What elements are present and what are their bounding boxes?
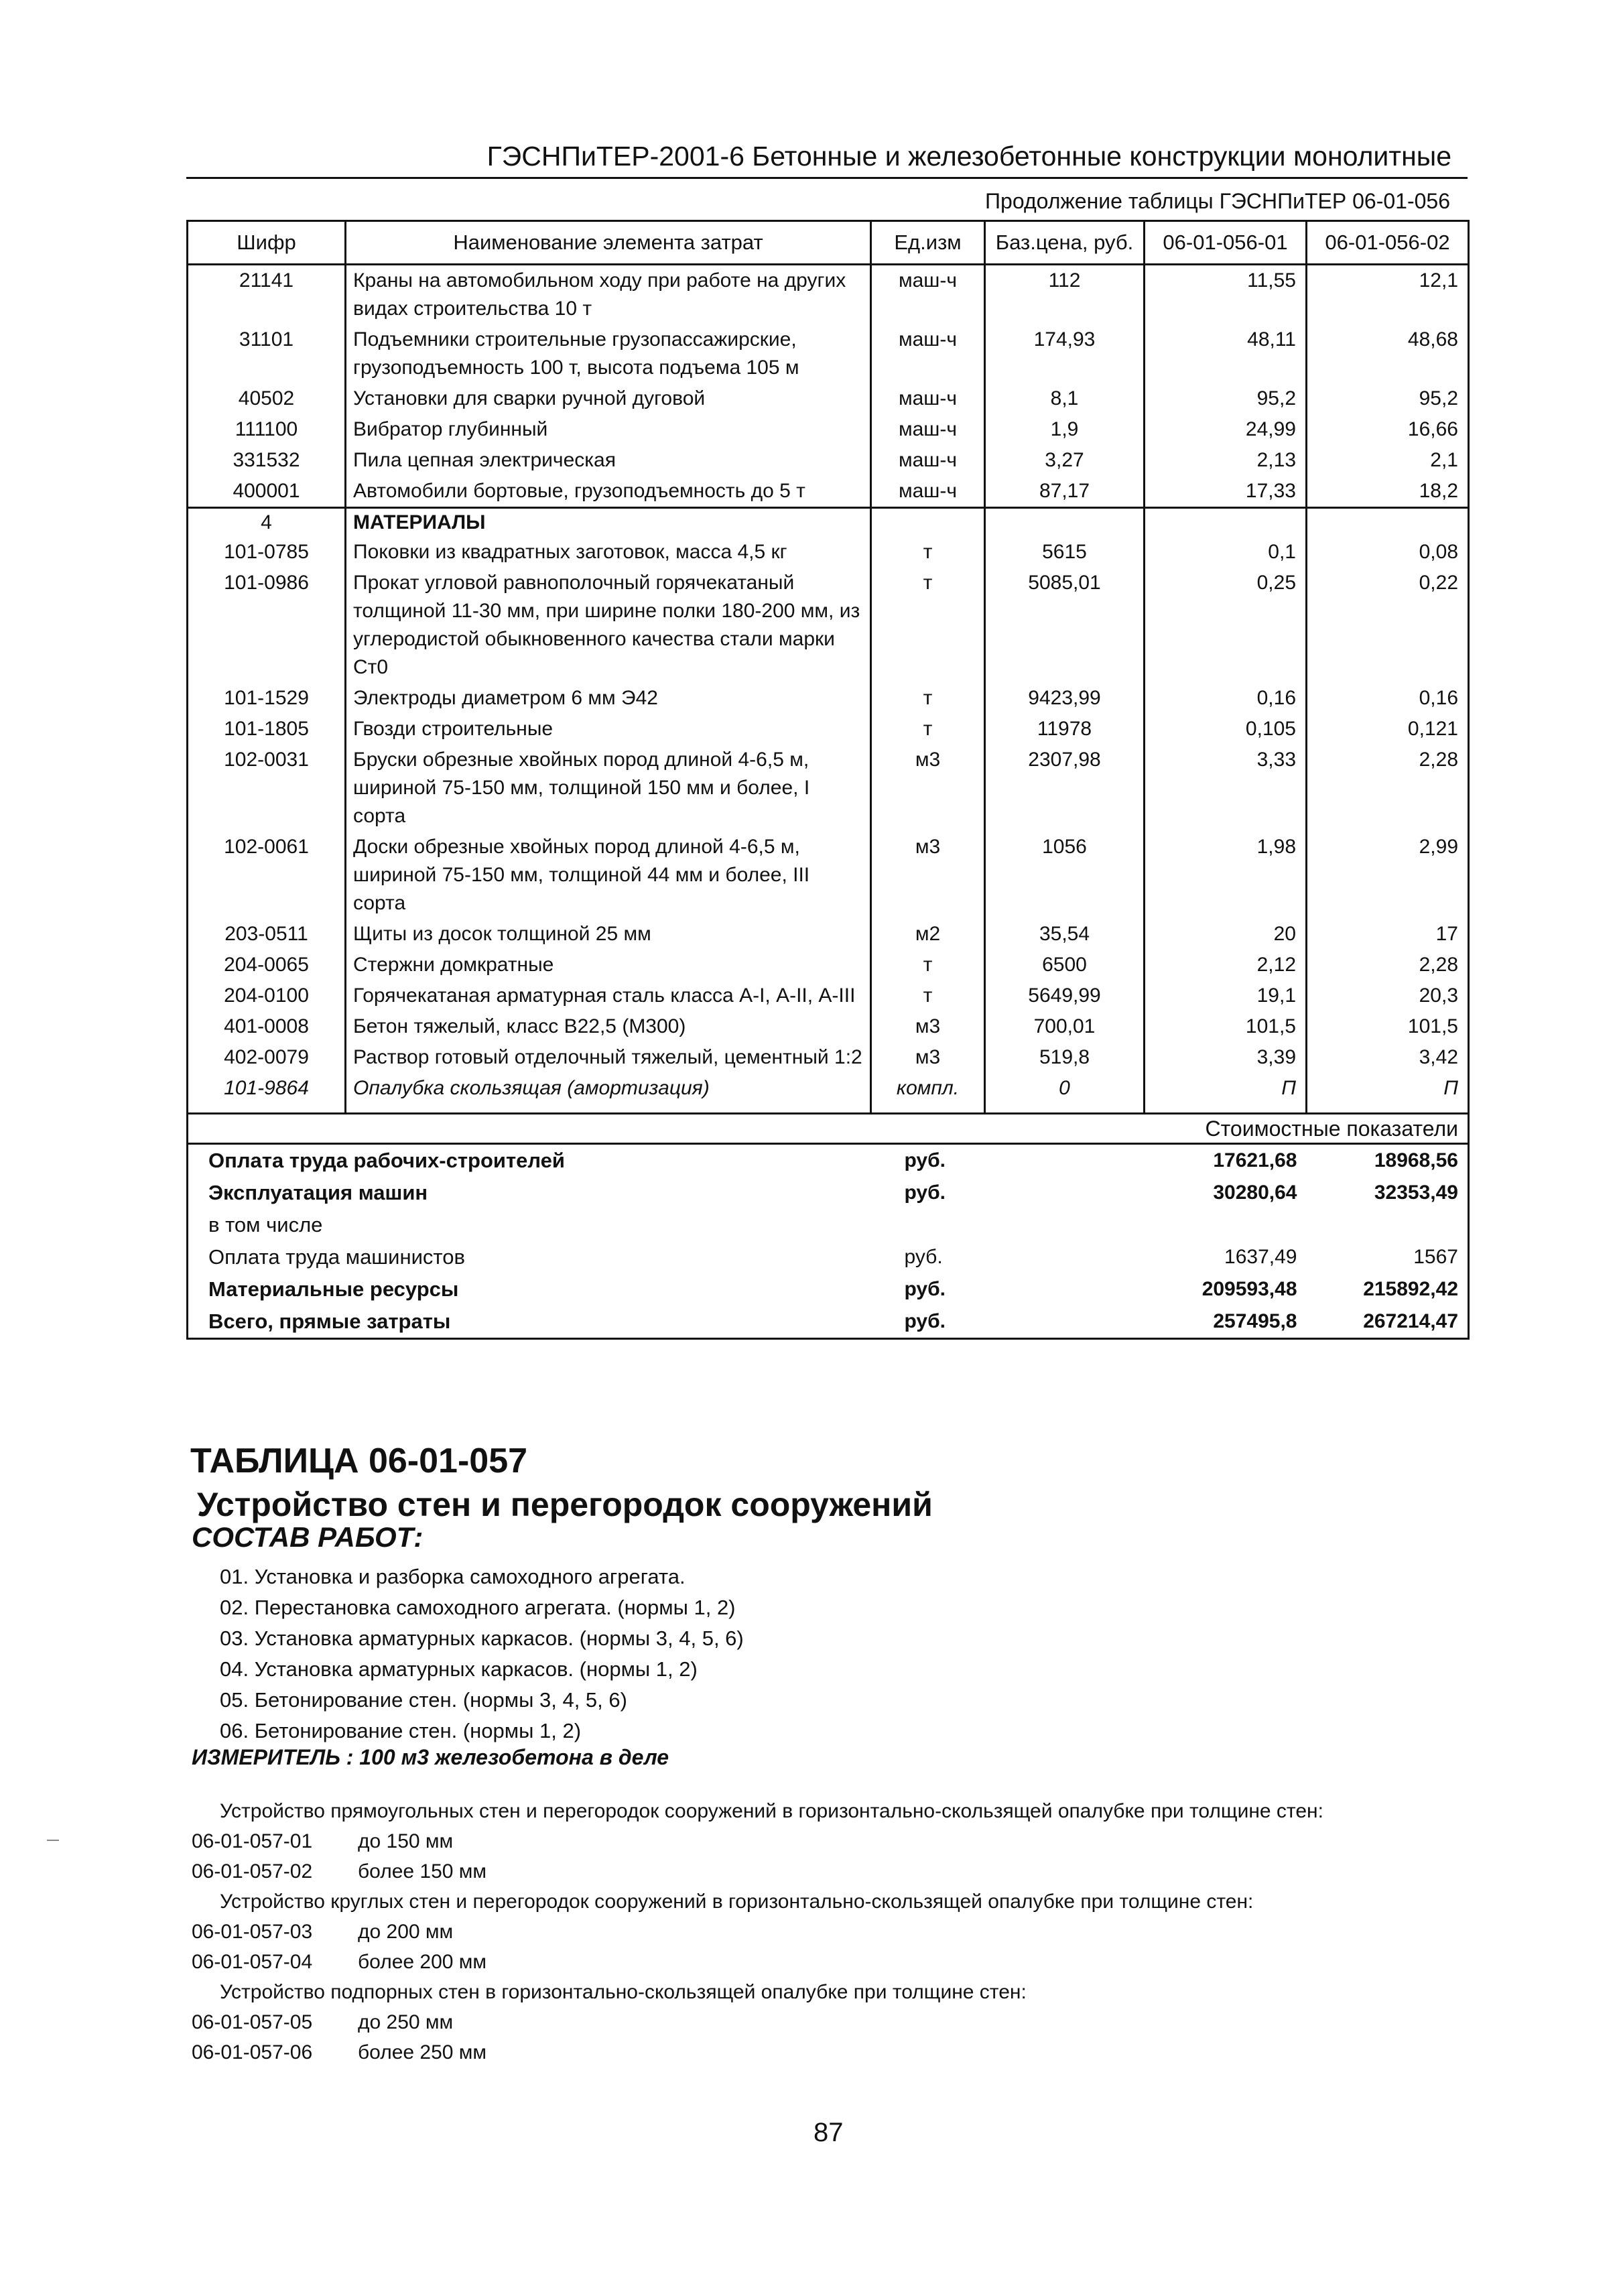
table-row xyxy=(188,714,1469,745)
cell-norm-1: 24,99 xyxy=(1145,414,1307,445)
cell-norm-2: 95,2 xyxy=(1307,383,1469,414)
cell-name: Опалубка скользящая (амортизация) xyxy=(346,1073,871,1104)
totals-norm-2 xyxy=(1307,1209,1469,1241)
cell-code: 204-0100 xyxy=(188,980,346,1011)
totals-norm-2: 1567 xyxy=(1307,1241,1469,1273)
table-row xyxy=(188,265,1469,325)
totals-blank xyxy=(985,1241,1145,1273)
cell-name: Прокат угловой равнополочный горячекатаный толщиной 11-30 мм, при ширине полки 180-200 мм, из углеродистой обыкновенного качества стали марки Ст0 xyxy=(346,568,871,683)
cell-name: Вибратор глубинный xyxy=(346,414,871,445)
cell-code: 204-0065 xyxy=(188,950,346,980)
cell-base-price: 1056 xyxy=(985,832,1145,919)
cell-unit: т xyxy=(871,537,985,568)
spec-group-retaining xyxy=(192,2007,1465,2067)
totals-blank xyxy=(985,1143,1145,1177)
table-continuation-note: Продолжение таблицы ГЭСНПиТЕР 06-01-056 xyxy=(985,189,1450,213)
cell-norm-2: 0,16 xyxy=(1307,683,1469,714)
cell-unit: маш-ч xyxy=(871,414,985,445)
cell-unit: м3 xyxy=(871,745,985,832)
formwork-section xyxy=(188,1073,1469,1143)
table-row xyxy=(188,745,1469,832)
cell-unit: т xyxy=(871,950,985,980)
cell-name: Стержни домкратные xyxy=(346,950,871,980)
table-row xyxy=(188,950,1469,980)
cell-norm-2: 2,28 xyxy=(1307,745,1469,832)
cell-base-price: 3,27 xyxy=(985,445,1145,476)
cell-base-price: 0 xyxy=(985,1073,1145,1104)
totals-name: Эксплуатация машин xyxy=(188,1177,871,1209)
cell-code: 21141 xyxy=(188,265,346,325)
cell-base-price: 112 xyxy=(985,265,1145,325)
spec-value: более 150 мм xyxy=(358,1860,487,1883)
spec-code: 06-01-057-06 xyxy=(192,2041,313,2063)
cell-code: 102-0031 xyxy=(188,745,346,832)
totals-name: в том числе xyxy=(188,1209,871,1241)
cell-code: 101-0986 xyxy=(188,568,346,683)
spec-code: 06-01-057-01 xyxy=(192,1830,313,1852)
page-number: 87 xyxy=(814,2118,844,2147)
cell-code: 101-0785 xyxy=(188,537,346,568)
work-item: 01. Установка и разборка самоходного агрегата. xyxy=(220,1565,686,1588)
cell-name: Поковки из квадратных заготовок, масса 4,5 кг xyxy=(346,537,871,568)
cell-base-price: 6500 xyxy=(985,950,1145,980)
totals-row xyxy=(188,1273,1469,1305)
totals-name: Материальные ресурсы xyxy=(188,1273,871,1305)
cell-norm-1: 2,13 xyxy=(1145,445,1307,476)
cell-norm-2: П xyxy=(1307,1073,1469,1104)
spec-intro-round: Устройство круглых стен и перегородок сооружений в горизонтально-скользящей опалубке при толщине стен: xyxy=(220,1891,1254,1913)
cell-norm-1: 3,33 xyxy=(1145,745,1307,832)
cell-unit: маш-ч xyxy=(871,445,985,476)
totals-row xyxy=(188,1143,1469,1177)
totals-row xyxy=(188,1209,1469,1241)
col-header-norm-2: 06-01-056-02 xyxy=(1307,221,1469,265)
totals-unit: руб. xyxy=(904,1277,946,1300)
spec-code: 06-01-057-05 xyxy=(192,2011,313,2033)
cell-norm-1: П xyxy=(1145,1073,1307,1104)
totals-norm-2: 267214,47 xyxy=(1307,1305,1469,1339)
table-row xyxy=(188,383,1469,414)
table-header-row xyxy=(188,221,1469,265)
norm-specifications xyxy=(192,1796,1465,2067)
cell-code: 401-0008 xyxy=(188,1011,346,1042)
totals-name: Оплата труда машинистов xyxy=(188,1241,871,1273)
table-row xyxy=(188,568,1469,683)
work-item: 03. Установка арматурных каркасов. (нормы 3, 4, 5, 6) xyxy=(220,1627,744,1650)
cell-unit: м3 xyxy=(871,1011,985,1042)
totals-unit xyxy=(871,1209,985,1241)
table-row xyxy=(188,537,1469,568)
totals-name: Оплата труда рабочих-строителей xyxy=(188,1143,871,1177)
spec-value: до 250 мм xyxy=(358,2011,454,2033)
cell-base-price: 11978 xyxy=(985,714,1145,745)
running-header xyxy=(186,137,1468,179)
totals-norm-2: 215892,42 xyxy=(1307,1273,1469,1305)
cell-name: Горячекатаная арматурная сталь класса А-I, А-II, А-III xyxy=(346,980,871,1011)
scan-mark xyxy=(47,1840,59,1841)
header-title: ГЭСНПиТЕР-2001-6 Бетонные и железобетонные конструкции монолитные xyxy=(486,141,1451,172)
cost-table xyxy=(186,220,1470,1340)
cell-code: 4 xyxy=(188,508,346,537)
cell-norm-2: 2,1 xyxy=(1307,445,1469,476)
totals-norm-1 xyxy=(1145,1209,1307,1241)
cell-base-price: 8,1 xyxy=(985,383,1145,414)
cell-norm-2: 0,22 xyxy=(1307,568,1469,683)
cell-norm-1: 11,55 xyxy=(1145,265,1307,325)
cell-base-price: 1,9 xyxy=(985,414,1145,445)
cell-norm-1: 17,33 xyxy=(1145,476,1307,508)
cell-norm-1: 1,98 xyxy=(1145,832,1307,919)
spec-intro-retaining: Устройство подпорных стен в горизонтально-скользящей опалубке при толщине стен: xyxy=(220,1981,1027,2003)
cell-norm-1: 0,16 xyxy=(1145,683,1307,714)
cell-name: Краны на автомобильном ходу при работе на других видах строительства 10 т xyxy=(346,265,871,325)
cell-unit: т xyxy=(871,714,985,745)
materials-section xyxy=(188,537,1469,1073)
work-item: 02. Перестановка самоходного агрегата. (нормы 1, 2) xyxy=(220,1596,736,1619)
cell-name: МАТЕРИАЛЫ xyxy=(346,508,871,537)
cell-norm-2: 2,99 xyxy=(1307,832,1469,919)
cell-unit: т xyxy=(871,980,985,1011)
spec-code: 06-01-057-04 xyxy=(192,1951,313,1973)
totals-row xyxy=(188,1305,1469,1339)
materials-heading xyxy=(188,508,1469,537)
spec-value: более 250 мм xyxy=(358,2041,487,2063)
work-item: 04. Установка арматурных каркасов. (нормы 1, 2) xyxy=(220,1657,698,1681)
totals-norm-1: 209593,48 xyxy=(1202,1277,1297,1300)
table-row xyxy=(188,445,1469,476)
table-row xyxy=(188,832,1469,919)
cell-code: 402-0079 xyxy=(188,1042,346,1073)
table-row xyxy=(188,414,1469,445)
spec-group-round xyxy=(192,1917,1465,1977)
totals-section xyxy=(188,1143,1469,1338)
cell-norm-2: 2,28 xyxy=(1307,950,1469,980)
cell-name: Подъемники строительные грузопассажирские, грузоподъемность 100 т, высота подъема 105 м xyxy=(346,324,871,383)
cell-unit: м2 xyxy=(871,919,985,950)
cell-unit: м3 xyxy=(871,1042,985,1073)
spec-intro-rectangular: Устройство прямоугольных стен и перегородок сооружений в горизонтально-скользящей опалубке при толщине стен: xyxy=(220,1800,1323,1822)
table-row xyxy=(188,683,1469,714)
cell-name: Пила цепная электрическая xyxy=(346,445,871,476)
cell-norm-2: 0,121 xyxy=(1307,714,1469,745)
cell-norm-1: 2,12 xyxy=(1145,950,1307,980)
cell-norm-2: 48,68 xyxy=(1307,324,1469,383)
spec-code: 06-01-057-02 xyxy=(192,1860,313,1883)
cell-code: 203-0511 xyxy=(188,919,346,950)
cell-code: 101-1805 xyxy=(188,714,346,745)
cell-norm-1: 48,11 xyxy=(1145,324,1307,383)
table-row xyxy=(188,324,1469,383)
spec-code: 06-01-057-03 xyxy=(192,1921,313,1943)
totals-norm-2: 32353,49 xyxy=(1307,1177,1469,1209)
totals-blank xyxy=(985,1177,1145,1209)
cell-norm-1: 0,1 xyxy=(1145,537,1307,568)
table-row xyxy=(188,919,1469,950)
cell-name: Раствор готовый отделочный тяжелый, цементный 1:2 xyxy=(346,1042,871,1073)
cell-base-price: 35,54 xyxy=(985,919,1145,950)
cell-unit: т xyxy=(871,568,985,683)
cell-base-price: 5085,01 xyxy=(985,568,1145,683)
work-item: 05. Бетонирование стен. (нормы 3, 4, 5, 6) xyxy=(220,1688,627,1712)
table-row xyxy=(188,508,1469,537)
cell-code: 101-9864 xyxy=(188,1073,346,1104)
table-row xyxy=(188,1011,1469,1042)
cell-norm-1: 0,105 xyxy=(1145,714,1307,745)
cell-unit: т xyxy=(871,683,985,714)
cell-code: 400001 xyxy=(188,476,346,508)
totals-row xyxy=(188,1241,1469,1273)
cell-unit: м3 xyxy=(871,832,985,919)
totals-row xyxy=(188,1177,1469,1209)
spec-value: до 150 мм xyxy=(358,1830,454,1852)
cell-base-price: 700,01 xyxy=(985,1011,1145,1042)
col-header-name: Наименование элемента затрат xyxy=(346,221,871,265)
cell-unit: маш-ч xyxy=(871,476,985,508)
cell-base-price: 9423,99 xyxy=(985,683,1145,714)
cell-name: Установки для сварки ручной дуговой xyxy=(346,383,871,414)
cell-norm-1: 19,1 xyxy=(1145,980,1307,1011)
table-row xyxy=(188,1073,1469,1104)
spec-line xyxy=(192,1917,1465,1947)
cost-indicators-row xyxy=(188,1113,1469,1143)
totals-norm-1: 257495,8 xyxy=(1145,1305,1307,1339)
cell-norm-2: 0,08 xyxy=(1307,537,1469,568)
totals-norm-2: 18968,56 xyxy=(1307,1143,1469,1177)
cell-unit: компл. xyxy=(871,1073,985,1104)
cell-norm-2: 18,2 xyxy=(1307,476,1469,508)
work-item: 06. Бетонирование стен. (нормы 1, 2) xyxy=(220,1719,582,1742)
cell-unit: маш-ч xyxy=(871,324,985,383)
work-composition-list xyxy=(220,1561,744,1746)
section-subtitle: Устройство стен и перегородок сооружений xyxy=(197,1486,933,1523)
cell-code: 111100 xyxy=(188,414,346,445)
cell-base-price: 5649,99 xyxy=(985,980,1145,1011)
cell-norm-1: 0,25 xyxy=(1145,568,1307,683)
cell-name: Бетон тяжелый, класс В22,5 (М300) xyxy=(346,1011,871,1042)
totals-unit: руб. xyxy=(904,1181,946,1204)
spec-value: до 200 мм xyxy=(358,1921,454,1943)
cell-unit: маш-ч xyxy=(871,265,985,325)
cell-code: 102-0061 xyxy=(188,832,346,919)
cell-norm-2: 16,66 xyxy=(1307,414,1469,445)
totals-name: Всего, прямые затраты xyxy=(188,1305,871,1339)
section-title: ТАБЛИЦА 06-01-057 xyxy=(190,1442,528,1480)
cell-norm-2: 12,1 xyxy=(1307,265,1469,325)
cell-name: Гвозди строительные xyxy=(346,714,871,745)
cell-code: 331532 xyxy=(188,445,346,476)
cell-norm-2: 101,5 xyxy=(1307,1011,1469,1042)
col-header-norm-1: 06-01-056-01 xyxy=(1145,221,1307,265)
cell-base-price: 174,93 xyxy=(985,324,1145,383)
cell-norm-1: 20 xyxy=(1145,919,1307,950)
cell-code: 101-1529 xyxy=(188,683,346,714)
spec-group-rectangular xyxy=(192,1826,1465,1887)
totals-norm-1: 30280,64 xyxy=(1213,1181,1297,1204)
cell-base-price: 2307,98 xyxy=(985,745,1145,832)
col-header-base-price: Баз.цена, руб. xyxy=(985,221,1145,265)
col-header-code: Шифр xyxy=(188,221,346,265)
cell-norm-2: 3,42 xyxy=(1307,1042,1469,1073)
spec-line xyxy=(192,1856,1465,1887)
cell-code: 31101 xyxy=(188,324,346,383)
spec-line xyxy=(192,1826,1465,1856)
totals-blank xyxy=(985,1209,1145,1241)
spec-line xyxy=(192,2037,1465,2067)
cell-norm-2: 20,3 xyxy=(1307,980,1469,1011)
cell-name: Щиты из досок толщиной 25 мм xyxy=(346,919,871,950)
totals-unit: руб. xyxy=(904,1245,943,1268)
cost-indicators-label: Стоимостные показатели xyxy=(1145,1113,1469,1143)
col-header-unit: Ед.изм xyxy=(871,221,985,265)
spec-line xyxy=(192,2007,1465,2037)
table-row xyxy=(188,476,1469,508)
cell-name: Бруски обрезные хвойных пород длиной 4-6,5 м, шириной 75-150 мм, толщиной 150 мм и более, I сорта xyxy=(346,745,871,832)
cell-name: Электроды диаметром 6 мм Э42 xyxy=(346,683,871,714)
cell-norm-2: 17 xyxy=(1307,919,1469,950)
cell-base-price: 519,8 xyxy=(985,1042,1145,1073)
spec-value: более 200 мм xyxy=(358,1951,487,1973)
cell-unit: маш-ч xyxy=(871,383,985,414)
cell-norm-1: 95,2 xyxy=(1145,383,1307,414)
cell-name: Доски обрезные хвойных пород длиной 4-6,5 м, шириной 75-150 мм, толщиной 44 мм и более, III сорта xyxy=(346,832,871,919)
table-row xyxy=(188,980,1469,1011)
totals-blank xyxy=(985,1273,1145,1305)
cell-name: Автомобили бортовые, грузоподъемность до 5 т xyxy=(346,476,871,508)
totals-blank xyxy=(985,1305,1145,1339)
totals-norm-1: 17621,68 xyxy=(1145,1143,1307,1177)
cell-norm-1: 3,39 xyxy=(1145,1042,1307,1073)
totals-unit: руб. xyxy=(871,1143,985,1177)
cell-base-price: 87,17 xyxy=(985,476,1145,508)
work-composition-heading: СОСТАВ РАБОТ: xyxy=(192,1521,424,1553)
cell-norm-1: 101,5 xyxy=(1145,1011,1307,1042)
spec-line xyxy=(192,1947,1465,1977)
machines-section xyxy=(188,265,1469,508)
measure-unit: ИЗМЕРИТЕЛЬ : 100 м3 железобетона в деле xyxy=(192,1745,669,1769)
cell-code: 40502 xyxy=(188,383,346,414)
cell-base-price: 5615 xyxy=(985,537,1145,568)
totals-norm-1: 1637,49 xyxy=(1224,1245,1297,1268)
table-row xyxy=(188,1042,1469,1073)
totals-unit: руб. xyxy=(871,1305,985,1339)
